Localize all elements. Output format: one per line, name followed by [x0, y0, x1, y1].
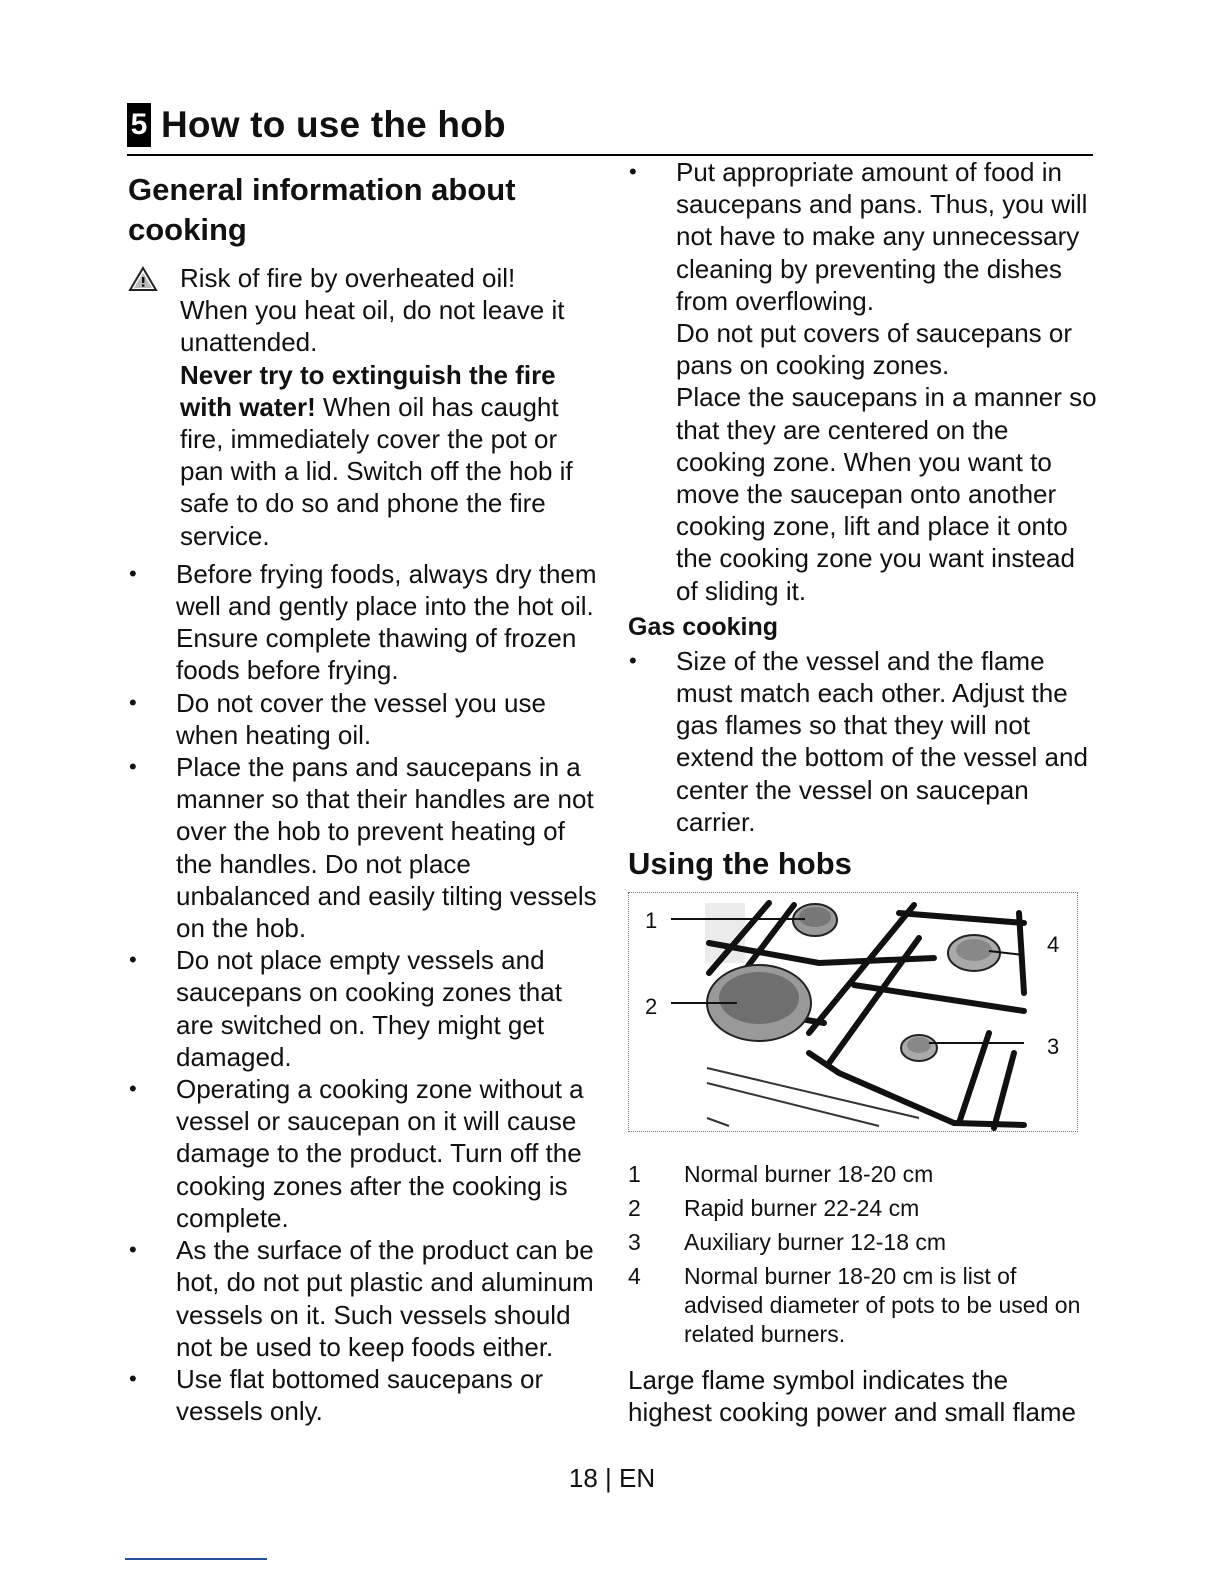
burner-legend — [628, 1160, 1098, 1354]
hob-diagram — [628, 892, 1078, 1132]
hob-illustration — [629, 893, 1077, 1131]
table-row: 4 Normal burner 18-20 cm is list of advised diameter of pots to be used on related burners. — [628, 1263, 1081, 1348]
callout-label-3: 3 — [1047, 1034, 1060, 1060]
callout-label-4: 4 — [1047, 932, 1060, 958]
left-column — [128, 170, 598, 1427]
fire-warning — [128, 262, 598, 552]
gas-bullet-list — [628, 645, 1098, 838]
using-hobs-heading: Using the hobs — [628, 846, 852, 882]
list-item: • Before frying foods, always dry them well and gently place into the hot oil. Ensure complete thawing of frozen foods before frying. — [129, 558, 597, 686]
list-item: • Operating a cooking zone without a vessel or saucepan on it will cause damage to the product. Turn off the cooking zones after the cooking is complete. — [129, 1074, 584, 1233]
table-row: 3 Auxiliary burner 12-18 cm — [628, 1229, 947, 1256]
bullet-icon: • — [129, 689, 137, 715]
warning-line-1: Risk of fire by overheated oil! — [180, 263, 516, 293]
warning-line-2: When you heat oil, do not leave it unattended. — [180, 295, 565, 358]
list-item: • Size of the vessel and the flame must match each other. Adjust the gas flames so that they will not extend the bottom of the vessel and center the vessel on saucepan carrier. — [629, 645, 1088, 837]
warning-triangle-icon — [128, 262, 180, 552]
gas-cooking-heading: Gas cooking — [628, 612, 779, 641]
pan-paragraph-2: Do not put covers of saucepans or pans on cooking zones. — [676, 318, 1073, 381]
page-footer: 18 | EN — [568, 1463, 656, 1493]
bullet-icon: • — [129, 1076, 137, 1102]
table-row: 2 Rapid burner 22-24 cm — [628, 1195, 920, 1222]
bullet-icon: • — [629, 159, 637, 184]
flame-symbol-text: Large flame symbol indicates the highest cooking power and small flame — [628, 1365, 1077, 1428]
pan-paragraph-3: Place the saucepans in a manner so that they are centered on the cooking zone. When you want to move the saucepan onto another cooking zone, lift and place it onto the cooking zone you want instead of sliding it. — [676, 382, 1097, 606]
list-item: • Do not cover the vessel you use when heating oil. — [129, 687, 546, 750]
pan-paragraph-1: Put appropriate amount of food in saucepans and pans. Thus, you will not have to make any unnecessary cleaning by preventing the dishes from overflowing. — [676, 157, 1088, 316]
bullet-icon: • — [629, 647, 637, 673]
chapter-title: How to use the hob — [161, 104, 506, 145]
chapter-number: 5 — [127, 103, 151, 147]
section-heading-general: General information about cooking — [128, 172, 516, 247]
list-item: • Place the pans and saucepans in a manner so that their handles are not over the hob to prevent heating of the handles. Do not place unbalanced and easily tilting vessels on the hob. — [129, 752, 597, 944]
warning-fire-instructions — [180, 359, 598, 552]
bullet-icon: • — [129, 1237, 137, 1263]
safety-bullet-list — [128, 558, 598, 1427]
bullet-icon: • — [129, 560, 137, 586]
callout-label-1: 1 — [645, 908, 658, 934]
list-item — [628, 156, 1098, 607]
bullet-icon: • — [129, 1365, 137, 1391]
table-row: 1 Normal burner 18-20 cm — [628, 1161, 934, 1188]
callout-label-2: 2 — [645, 994, 658, 1020]
list-item: • As the surface of the product can be hot, do not put plastic and aluminum vessels on it. Such vessels should not be used to keep foods either. — [129, 1235, 594, 1362]
pan-bullet-list — [628, 156, 1098, 607]
warning-bold: Never try to extinguish the fire with water! — [180, 359, 556, 422]
list-item: • Do not place empty vessels and saucepans on cooking zones that are switched on. They might get damaged. — [129, 945, 562, 1072]
list-item: • Use flat bottomed saucepans or vessels only. — [129, 1363, 544, 1427]
footer-line — [125, 1558, 267, 1560]
bullet-icon: • — [129, 947, 137, 973]
bullet-icon: • — [129, 754, 137, 780]
chapter-header — [127, 102, 506, 148]
right-column — [628, 156, 1098, 1428]
warning-rest: When oil has caught fire, immediately cover the pot or pan with a lid. Switch off the hob if safe to do so and phone the fire service. — [180, 391, 573, 551]
